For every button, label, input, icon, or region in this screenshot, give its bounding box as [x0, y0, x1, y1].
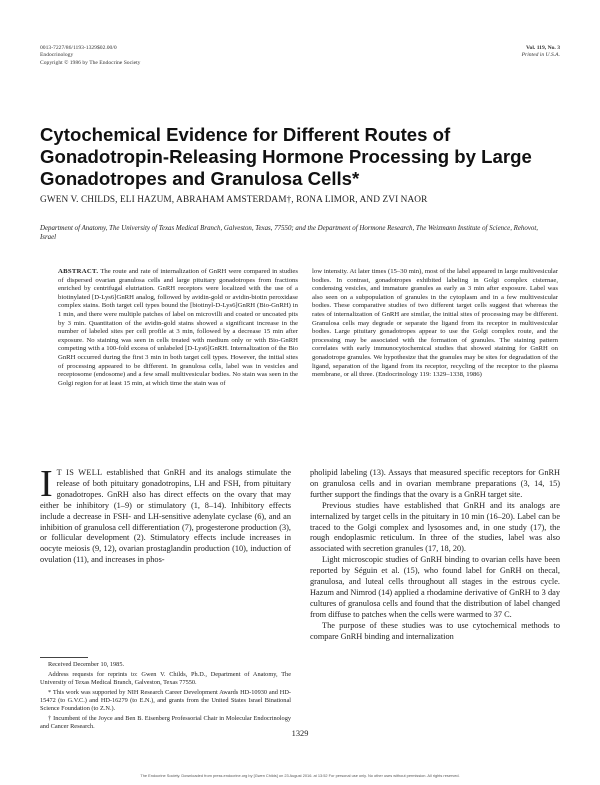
body-paragraph-1: pholipid labeling (13). Assays that measured specific receptors for GnRH on granulosa cells and in ovarian membrane preparations (3, 14, 15) further support the findings that the ovary is a GnRH target site. [310, 468, 560, 499]
download-footer: The Endocrine Society. Downloaded from press.endocrine.org by [Gwen Childs] on 23 August 2016. at 13:52 For personal use only. No other uses without permission. All rights reserved. [140, 773, 460, 778]
header-copyright: Copyright © 1986 by The Endocrine Society [40, 59, 141, 66]
footnote-received: Received December 10, 1985. [48, 661, 125, 668]
intro-text: established that GnRH and its analogs stimulate the release of both pituitary gonadotropins, LH and FSH, from pituitary gonadotropes. GnRH also has direct effects on the ovary that may either be inhibitory (1–9) or stimulatory (1, 8–14). Inhibitory effects include a decrease in FSH- and LH-sensitive adenylate cyclase (6), and an inhibition of granulosa cell differentiation (7), progesterone production (3), or follicular development (2). Stimulatory effects include increases in oocyte meiosis (9, 12), ovarian prostaglandin production (10), induction of ovulation (11), and increases in phos- [40, 468, 292, 565]
affiliation: Department of Anatomy, The University of Texas Medical Branch, Galveston, Texas, 77550; and the Department of Hormone Research, The Weizmann Institute of Science, Rehovot, Israel [40, 225, 538, 241]
footnote-support: * This work was supported by NIH Research Career Development Awards HD-10930 and HD-15472 (to G.V.C.) and HD-16279 (to E.N.), and grants from the United States Israel Binational Science Foundation (to Z.N.). [40, 688, 291, 713]
intro-paragraph [40, 463, 292, 566]
abstract-heading: ABSTRACT. [58, 268, 99, 275]
body-paragraph-2: Previous studies have established that GnRH and its analogs are internalized by target cells in the pituitary in 10 min (16–20). Label can be traced to the Golgi complex and lysosomes and, in one study (17), the rough endoplasmic reticulum. In three of the studies, label was also associated with secretion granules (17, 18, 20). [310, 500, 560, 554]
author-list: GWEN V. CHILDS, ELI HAZUM, ABRAHAM AMSTERDAM†, RONA LIMOR, AND ZVI NAOR [40, 195, 428, 205]
header-issn: 0013-7227/86/1193-1329$02.00/0 [40, 45, 117, 51]
body-right-column [310, 468, 560, 643]
abstract-left-column [58, 268, 298, 388]
journal-header-right [522, 45, 560, 60]
header-volume: Vol. 119, No. 3 [526, 45, 560, 51]
abstract-right-column: low intensity. At later times (15–30 min), most of the label appeared in large multivesicular bodies. In contrast, gonadotropes exhibited labeling in Golgi complex cisternae, condensing vesicles, and immature granules as early as 3 min after exposure. Label was also seen on a subpopulation of granules in the cytoplasm and in a few multivesicular bodies. These comparative studies of two different target cells suggest that whereas the rates of internalization of GnRH are similar, the initial sites of processing may be different. Granulosa cells may degrade or separate the ligand from its receptor in multivesicular bodies. Large pituitary gonadotropes appear to use the Golgi complex route, and the processing may be associated with the formation of granules. The staining pattern correlates with early immunocytochemical studies that showed staining for GnRH on gonadotrope granules. We hypothesize that the granules may be sites for degradation of the ligand, separation of the ligand from its receptor, recycling of the receptor to the plasma membrane, or all three. (Endocrinology 119: 1329–1338, 1986) [312, 268, 558, 379]
header-printed: Printed in U.S.A. [521, 52, 560, 59]
body-paragraph-3: Light microscopic studies of GnRH binding to ovarian cells have been reported by Séguin et al. (15), who found label for GnRH on thecal, granulosa, and luteal cells throughout all stages in the estrous cycle. Hazum and Nimrod (14) applied a rhodamine derivative of GnRH to 3 day cultures of granulosa cells and found that the distribution of label changed from diffuse to patches when the cells were warmed to 37 C. [310, 555, 560, 619]
intro-lead: T IS WELL [56, 468, 103, 477]
article-title: Cytochemical Evidence for Different Routes of Gonadotropin-Releasing Hormone Processing by Large Gonadotropes and Granulosa Cells* [40, 124, 532, 189]
footnote-chair: † Incumbent of the Joyce and Ben B. Eisenberg Professorial Chair in Molecular Endocrinology and Cancer Research. [40, 715, 291, 731]
body-paragraph-4: The purpose of these studies was to use cytochemical methods to compare GnRH binding and internalization [310, 620, 560, 641]
footnotes [40, 661, 291, 733]
drop-cap: I [40, 463, 53, 505]
page-number: 1329 [291, 729, 309, 738]
header-journal: Endocrinology [40, 52, 74, 59]
footnote-reprints: Address requests for reprints to: Gwen V. Childs, Ph.D., Department of Anatomy, The University of Texas Medical Branch, Galveston, Texas 77550. [40, 670, 291, 686]
body-left-column [40, 463, 292, 566]
abstract-text-left: The route and rate of internalization of GnRH were compared in studies of dispersed ovarian granulosa cells and large pituitary gonadotropes from fractions enriched by centrifugal elutriation. GnRH receptors were localized with the use of a biotinylated [D-Lys6]GnRH analog, followed by avidin-gold or avidin-biotin peroxidase complex stains. Both target cell types bound the [biotinyl-D-Lys6]GnRH (Bio-GnRH) in 1 min, and there were multiple patches of label on microvilli and coated or uncoated pits by 3 min. Quantitation of the avidin-gold stains showed a significant increase in the number of labeled sites per cell profile at 3 min, followed by a decrease 15 min after exposure. No staining was seen in cells treated with medium only or with Bio-GnRH competing with a 100-fold excess of unlabeled [D-Lys6]GnRH. Internalization of the Bio GnRH occurred during the first 3 min in both target cell types. However, the initial sites of processing appeared to be different. In granulosa cells, label was in vesicles and receptosome (endosome) and a few small multivesicular bodies. No stain was seen in the Golgi region for at least 15 min, at which time the stain was of [58, 268, 298, 387]
journal-header-left [40, 45, 140, 67]
footnote-rule [40, 657, 88, 658]
